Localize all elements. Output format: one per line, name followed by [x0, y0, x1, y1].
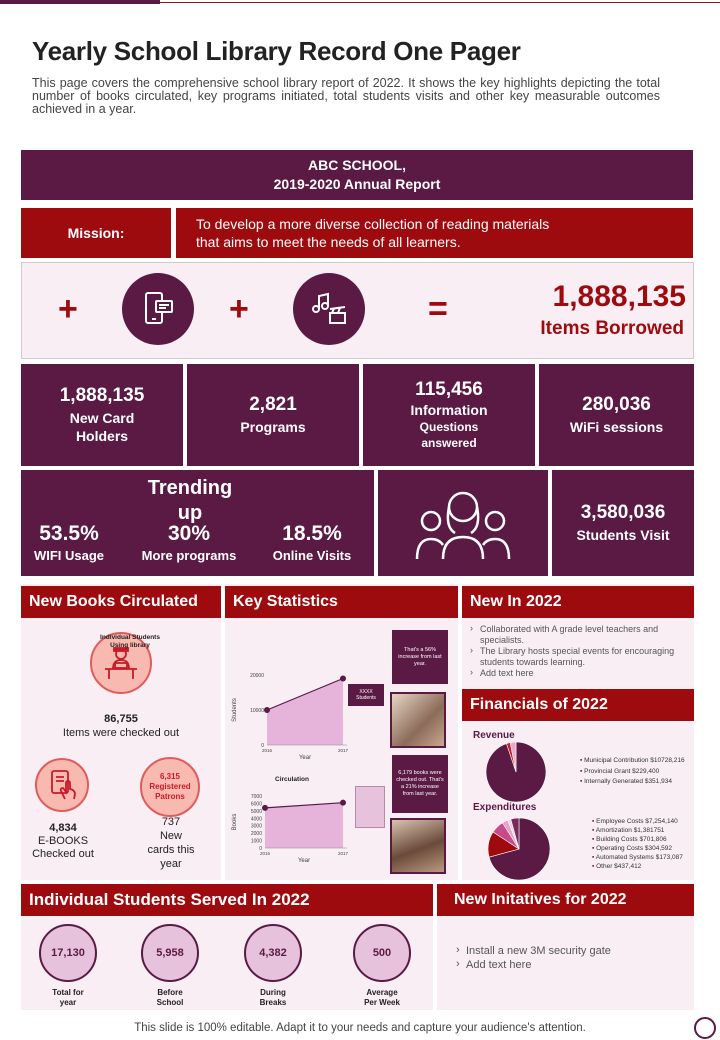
- chart1-x-tick: 2017: [337, 748, 349, 753]
- ebooks-label: Checked out: [32, 848, 94, 860]
- intro-text: This page covers the comprehensive school library report of 2022. It shows the key highlights depicting the total number of books circulated, key programs initiated, total students visits and other key measurable outcomes achieved in a year.: [32, 76, 660, 116]
- stat-label: answered: [421, 436, 477, 450]
- trending-title-line-1: Trending: [147, 477, 233, 499]
- chart1-title: [30, 634, 230, 650]
- legend-item: ▪ Municipal Contribution $10728,216: [580, 757, 685, 764]
- served-label: Before: [157, 988, 183, 997]
- new-cards-label: cards this: [147, 844, 195, 856]
- chart1-title-line-2: Using library: [110, 642, 150, 649]
- initiative-item: › Add text here: [454, 958, 684, 972]
- stat-wifi-sessions: [539, 364, 694, 466]
- chart2-area-fill: [265, 803, 343, 848]
- initiatives-list: [454, 944, 684, 972]
- legend-item: ▪ Automated Systems $173,087: [592, 854, 683, 861]
- students-visit-card: [552, 470, 694, 576]
- trend-value: 30%: [167, 522, 211, 545]
- student-photo-1: [390, 692, 446, 748]
- stat-label: New Card: [69, 410, 135, 426]
- report-banner: [21, 150, 693, 200]
- new-in-list: [468, 624, 690, 679]
- chart1-y-tick: 0: [261, 743, 264, 749]
- ebook-touch-icon: [35, 758, 89, 812]
- equals-sign: =: [428, 290, 448, 328]
- stat-programs: [187, 364, 359, 466]
- chart1-area-fill: [267, 679, 343, 746]
- chart2-y-tick: 7000: [250, 794, 262, 800]
- chart1-point: [340, 676, 346, 682]
- served-average-week: [352, 924, 412, 1008]
- chart1-y-tick: 10000: [250, 708, 264, 714]
- ebooks-stat: [25, 822, 101, 861]
- header-books-circulated: New Books Circulated: [21, 586, 221, 618]
- registered-patrons-badge: [140, 757, 200, 817]
- mission-text: [176, 208, 693, 258]
- chart2-y-tick: 2000: [250, 831, 262, 838]
- report-school: ABC SCHOOL,: [308, 157, 406, 173]
- trend-value: 53.5%: [39, 522, 99, 545]
- legend-item: ▪ Other $437,412: [592, 863, 641, 870]
- expenditures-title: Expenditures: [473, 802, 537, 813]
- chart1-x-label: Year: [298, 755, 312, 761]
- tag-text: XXXX Students: [356, 689, 376, 701]
- header-students-served: Individual Students Served In 2022: [21, 884, 433, 916]
- chart2-y-tick: 4000: [250, 816, 262, 823]
- chart1-point: [264, 707, 270, 713]
- stat-information-questions: [363, 364, 535, 466]
- stat-value: 2,821: [249, 394, 297, 415]
- served-label: Per Week: [364, 998, 400, 1007]
- mobile-chat-icon: [122, 273, 194, 345]
- callout-text: 6,179 books were checked out. That's a 21% increase from last year.: [396, 770, 444, 797]
- served-value: 17,130: [39, 924, 97, 982]
- served-value: 500: [353, 924, 411, 982]
- book-card-decor: [355, 786, 385, 828]
- chart1-title-line-1: Individual Students: [100, 634, 160, 641]
- served-during-breaks: [243, 924, 303, 1008]
- stat-value: 280,036: [582, 394, 651, 415]
- stat-label: Questions: [419, 420, 479, 434]
- students-group-icon: [378, 470, 548, 576]
- legend-item: ▪ Internally Generated $351,934: [580, 778, 672, 785]
- legend-item: ▪ Provincial Grant $229,400: [580, 768, 659, 775]
- new-cards-label: New: [159, 830, 182, 842]
- initiative-item: › Install a new 3M security gate: [454, 944, 684, 958]
- corner-circle-icon: [694, 1017, 716, 1039]
- footer-note: This slide is 100% editable. Adapt it to your needs and capture your audience's attention.: [134, 1022, 586, 1034]
- chart2-y-tick: 5000: [250, 808, 262, 815]
- page-title: Yearly School Library Record One Pager: [32, 36, 521, 66]
- new-in-item: › Collaborated with A grade level teachers and specialists.: [468, 624, 690, 646]
- stat-label: WiFi sessions: [569, 419, 664, 435]
- stat-value: 115,456: [415, 379, 483, 400]
- chart1-callout: [392, 630, 448, 684]
- chart1-x-tick: 2016: [261, 748, 273, 753]
- legend-item: ▪ Building Costs $701,806: [592, 836, 667, 843]
- chart2-x-tick: 2017: [337, 851, 349, 856]
- trending-title: [120, 476, 260, 526]
- top-accent-bar: [0, 0, 160, 4]
- chart1-y-label: Students: [232, 698, 238, 722]
- chart2-point: [262, 805, 268, 811]
- chart2-title: Circulation: [275, 776, 309, 783]
- ebooks-value: 4,834: [49, 822, 77, 834]
- registered-value: 6,315: [159, 772, 181, 781]
- student-photo-2: [390, 818, 446, 874]
- chart2-y-tick: 0: [259, 846, 262, 852]
- header-key-statistics: Key Statistics: [225, 586, 458, 618]
- new-in-item: › Add text here: [468, 668, 690, 679]
- served-label: year: [59, 998, 77, 1007]
- chart2-y-tick: 6000: [250, 801, 262, 808]
- expenditures-pie: [488, 818, 550, 880]
- revenue-pie: [486, 742, 546, 802]
- expenditures-legend: [592, 817, 683, 871]
- revenue-legend: [580, 756, 685, 788]
- legend-item: ▪ Employee Costs $7,254,140: [592, 818, 678, 825]
- stat-card-holders: [21, 364, 183, 466]
- chart2-y-tick: 3000: [250, 823, 262, 830]
- new-cards-value: 737: [161, 816, 181, 828]
- new-in-item: › The Library hosts special events for encouraging students towards learning.: [468, 646, 690, 668]
- music-video-icon: [293, 273, 365, 345]
- stat-value: 3,580,036: [580, 502, 666, 523]
- plus-sign-1: +: [58, 290, 78, 328]
- report-year: 2019-2020 Annual Report: [273, 176, 441, 192]
- chart2-y-tick: 1000: [250, 838, 262, 845]
- trending-title-line-2: up: [177, 502, 203, 524]
- stat-label: Programs: [240, 419, 306, 435]
- served-label: Average: [366, 988, 398, 997]
- served-before-school: [140, 924, 200, 1008]
- chart2-x-tick: 2016: [259, 851, 271, 856]
- stat-label: Students Visit: [576, 527, 670, 543]
- served-label: Total for: [52, 988, 84, 997]
- served-label: Breaks: [259, 998, 287, 1007]
- trend-value: 18.5%: [282, 522, 342, 545]
- header-financials: Financials of 2022: [462, 689, 694, 721]
- served-value: 4,382: [244, 924, 302, 982]
- legend-item: ▪ Operating Costs $304,592: [592, 845, 672, 852]
- stat-value: 1,888,135: [59, 385, 145, 406]
- chart2-point: [340, 800, 346, 806]
- mission-line-1: To develop a more diverse collection of reading materials: [196, 216, 550, 232]
- new-cards-stat: [140, 815, 202, 871]
- trend-label: More programs: [141, 548, 237, 563]
- chart2-y-label: Books: [232, 813, 238, 831]
- header-new-initiatives: New Initatives for 2022: [437, 884, 694, 916]
- served-label: School: [156, 998, 184, 1007]
- served-label: During: [260, 988, 286, 997]
- legend-item: ▪ Amortization $1,381751: [592, 827, 664, 834]
- mission-label: Mission:: [21, 208, 171, 258]
- trend-programs: [130, 522, 248, 563]
- callout-text: That's a 56% increase from last year.: [398, 646, 442, 667]
- top-accent-line: [160, 2, 720, 3]
- trend-label: Online Visits: [272, 548, 352, 563]
- chart2-callout: [392, 755, 448, 813]
- served-value: 5,958: [141, 924, 199, 982]
- trend-label: WIFI Usage: [33, 548, 105, 563]
- checked-out-label: Items were checked out: [62, 727, 180, 739]
- plus-sign-2: +: [229, 290, 249, 328]
- registered-label: Patrons: [155, 792, 185, 801]
- chart2-x-label: Year: [297, 858, 311, 864]
- registered-label: Registered: [149, 782, 191, 791]
- checked-out-value: 86,755: [104, 713, 138, 725]
- trend-online: [262, 522, 362, 563]
- trend-wifi: [25, 522, 113, 563]
- ebooks-label: E-BOOKS: [37, 835, 89, 847]
- chart1-y-tick: 20000: [250, 673, 264, 679]
- items-borrowed-value: 1,888,135: [552, 280, 686, 313]
- new-cards-label: year: [160, 858, 182, 870]
- revenue-title: Revenue: [473, 730, 515, 741]
- stat-label: Holders: [75, 428, 129, 444]
- items-borrowed-label: Items Borrowed: [540, 318, 684, 339]
- served-total: [38, 924, 98, 1008]
- mission-line-2: that aims to meet the needs of all learners.: [196, 234, 461, 250]
- chart1-tag: [348, 684, 384, 706]
- header-new-in-2022: New In 2022: [462, 586, 694, 618]
- stat-label: Information: [410, 402, 488, 418]
